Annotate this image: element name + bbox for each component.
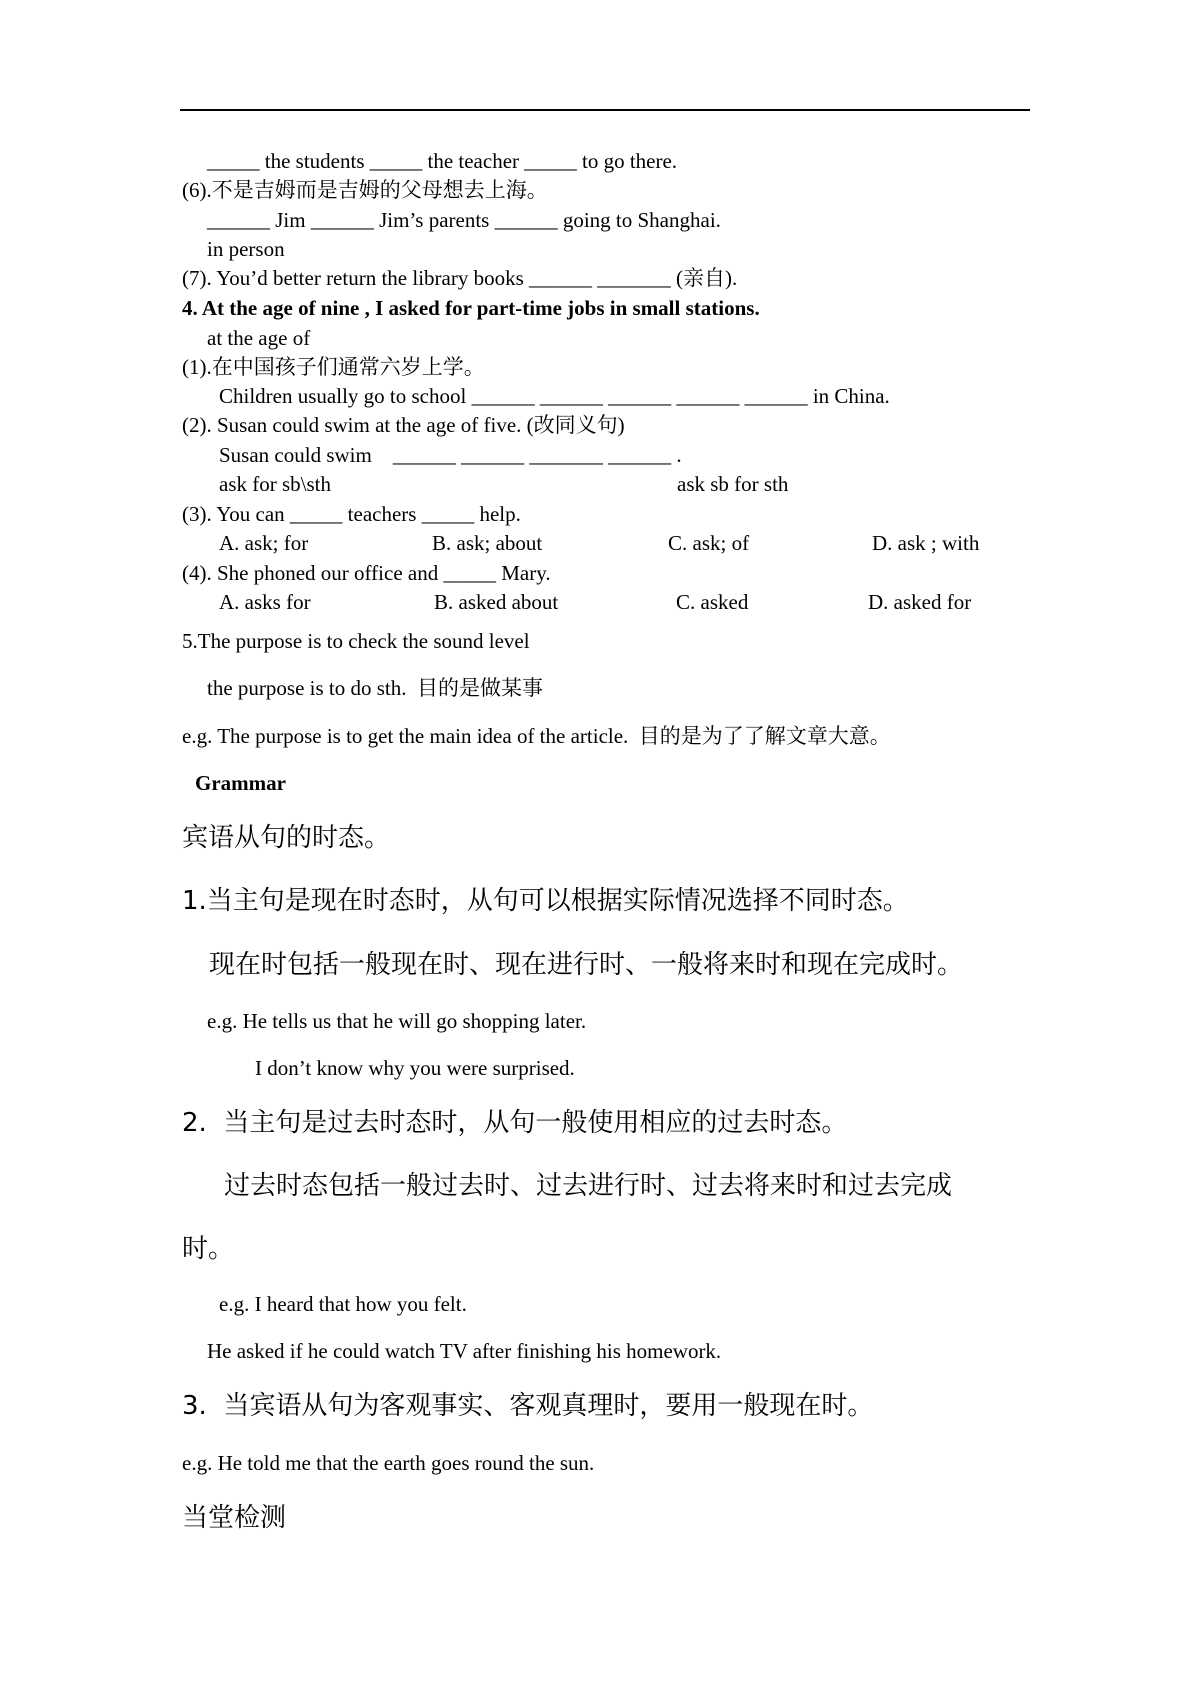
line-question-2: (2). Susan could swim at the age of five. (改同义句): [182, 413, 625, 437]
line-fill-blank-children: Children usually go to school ______ ______ ______ ______ ______ in China.: [219, 384, 890, 408]
line-rule-3: 3. 当宾语从句为客观事实、客观真理时，要用一般现在时。: [182, 1391, 874, 1421]
line-fill-blank-jim: ______ Jim ______ Jim’s parents ______ going to Shanghai.: [207, 208, 721, 232]
line-fill-blank-students: _____ the students _____ the teacher _____ to go there.: [207, 149, 678, 173]
line-question-1: (1).在中国孩子们通常六岁上学。: [182, 355, 485, 379]
q4-option-c: C. asked: [676, 590, 749, 614]
line-purpose-example: e.g. The purpose is to get the main idea of the article. 目的是为了了解文章大意。: [182, 724, 891, 748]
line-rule-2-detail: 过去时态包括一般过去时、过去进行时、过去将来时和过去完成: [224, 1171, 953, 1201]
line-example-2b: He asked if he could watch TV after finishing his homework.: [207, 1339, 722, 1363]
q3-option-a: A. ask; for: [219, 531, 309, 555]
line-example-1a: e.g. He tells us that he will go shopping later.: [207, 1009, 587, 1033]
header-rule: [180, 109, 1030, 111]
line-rule-1-detail: 现在时包括一般现在时、现在进行时、一般将来时和现在完成时。: [209, 950, 964, 980]
grammar-heading: Grammar: [195, 771, 286, 795]
line-question-7: (7). You’d better return the library books ______ _______ (亲自).: [182, 266, 738, 290]
line-rule-2: 2. 当主句是过去时态时，从句一般使用相应的过去时态。: [182, 1108, 848, 1138]
q4-option-b: B. asked about: [434, 590, 559, 614]
line-sentence-5: 5.The purpose is to check the sound level: [182, 629, 530, 653]
line-rule-2-detail-cont: 时。: [182, 1234, 235, 1264]
line-example-2a: e.g. I heard that how you felt.: [219, 1292, 467, 1316]
q3-option-b: B. ask; about: [432, 531, 543, 555]
line-sentence-4: 4. At the age of nine , I asked for part-time jobs in small stations.: [182, 296, 760, 320]
line-grammar-title: 宾语从句的时态。: [182, 823, 391, 853]
line-fill-blank-susan: Susan could swim ______ ______ _______ ______ .: [219, 443, 682, 467]
line-question-6: (6).不是吉姆而是吉姆的父母想去上海。: [182, 178, 548, 202]
line-question-4: (4). She phoned our office and _____ Mary.: [182, 561, 551, 585]
line-phrase-at-the-age-of: at the age of: [207, 326, 311, 350]
q4-option-d: D. asked for: [868, 590, 972, 614]
line-phrase-in-person: in person: [207, 237, 285, 261]
line-phrase-ask-sb-for-sth: ask sb for sth: [677, 472, 789, 496]
line-question-3: (3). You can _____ teachers _____ help.: [182, 502, 521, 526]
q3-option-c: C. ask; of: [668, 531, 750, 555]
section-class-test: 当堂检测: [182, 1503, 287, 1533]
line-example-3: e.g. He told me that the earth goes round the sun.: [182, 1451, 595, 1475]
line-purpose-phrase: the purpose is to do sth. 目的是做某事: [207, 676, 543, 700]
q4-option-a: A. asks for: [219, 590, 311, 614]
q3-option-d: D. ask ; with: [872, 531, 980, 555]
line-example-1b: I don’t know why you were surprised.: [255, 1056, 575, 1080]
line-rule-1: 1.当主句是现在时态时，从句可以根据实际情况选择不同时态。: [182, 886, 909, 916]
line-phrase-ask-for-sbsth: ask for sb\sth: [219, 472, 331, 496]
